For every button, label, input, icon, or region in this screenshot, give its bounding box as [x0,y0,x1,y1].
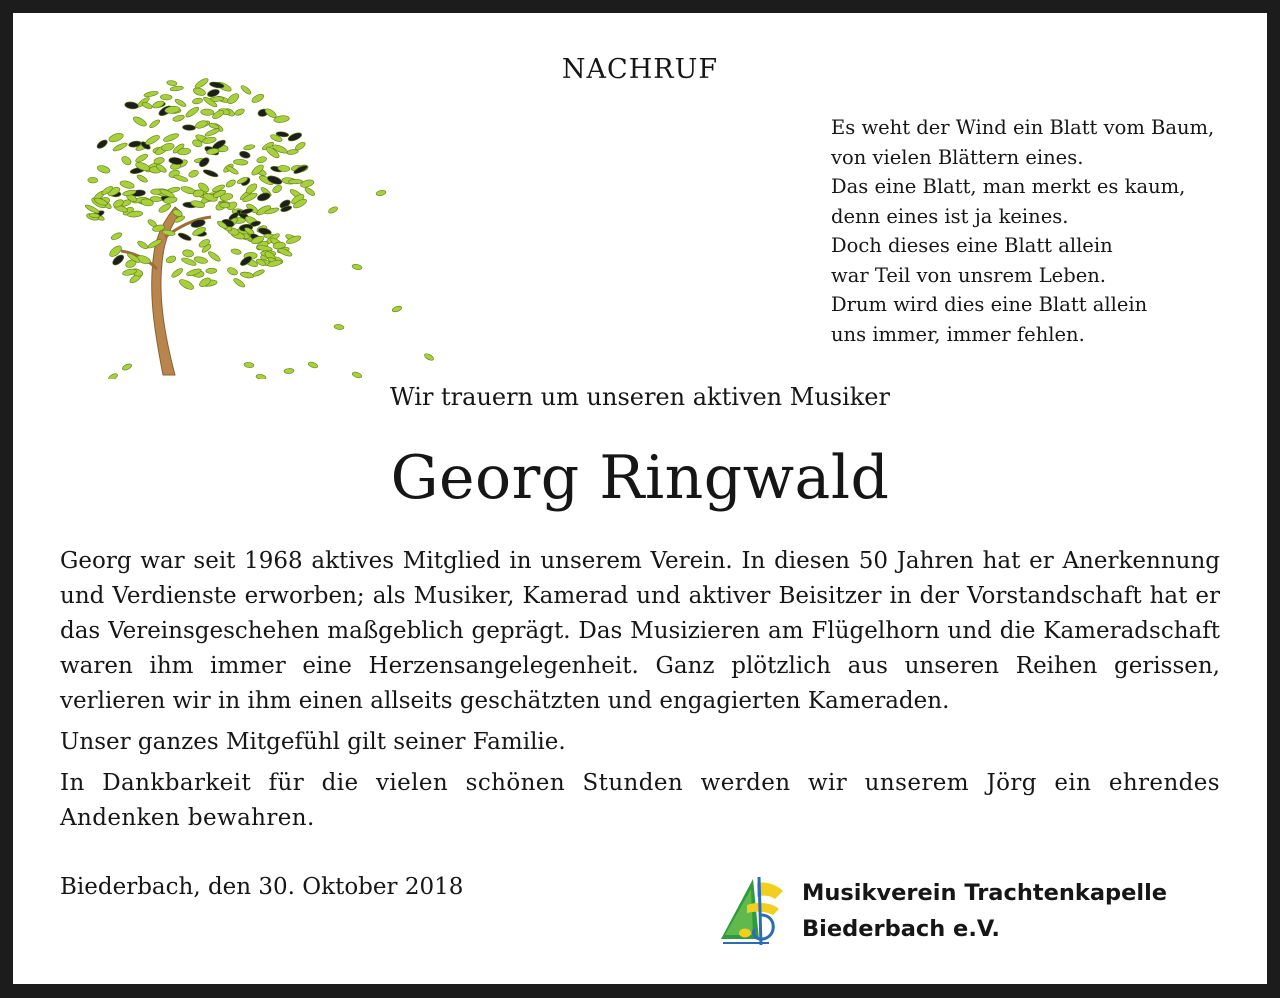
club-name-line: Musikverein Trachtenkapelle [802,880,1168,906]
body-paragraph: Unser ganzes Mitgefühl gilt seiner Familie. [60,729,566,755]
poem-line: Das eine Blatt, man merkt es kaum, [831,175,1186,198]
body-paragraph: In Dankbarkeit für die vielen schönen Stunden werden wir unserem Jörg ein ehrendes Andenken bewahren. [60,770,1220,831]
windblown-tree-icon [51,59,451,379]
poem-line: uns immer, immer fehlen. [831,322,1085,346]
club-name-line: Biederbach e.V. [802,916,1000,942]
poem [831,113,1214,349]
club-name [802,875,1167,947]
music-club-logo-icon [719,875,785,951]
poem-line: Drum wird dies eine Blatt allein [831,293,1148,316]
poem-line: Doch dieses eine Blatt allein [831,234,1113,257]
obituary-text [60,544,1220,836]
obituary-card [13,13,1267,984]
poem-line: von vielen Blättern eines. [831,145,1084,169]
deceased-name: Georg Ringwald [390,443,890,513]
body-paragraph: Georg war seit 1968 aktives Mitglied in unserem Verein. In diesen 50 Jahren hat er Anerkennung und Verdienste erworben; als Musiker, Kamerad und aktiver Beisitzer in der Vorstandschaft hat er das Vereinsgeschehen maßgeblich geprägt. Das Musizieren am Flügelhorn und die Kameradschaft waren ihm immer eine Herzensangelegenheit. Ganz plötzlich aus unseren Reihen gerissen, verlieren wir in ihm einen allseits geschätzten und engagierten Kameraden. [60,548,1220,714]
poem-line: denn eines ist ja keines. [831,204,1069,228]
poem-line: war Teil von unsrem Leben. [831,263,1106,287]
mourning-subline: Wir trauern um unseren aktiven Musiker [390,383,890,411]
page-title: NACHRUF [561,54,719,85]
poem-line: Es weht der Wind ein Blatt vom Baum, [831,116,1215,139]
place-and-date: Biederbach, den 30. Oktober 2018 [60,874,464,900]
